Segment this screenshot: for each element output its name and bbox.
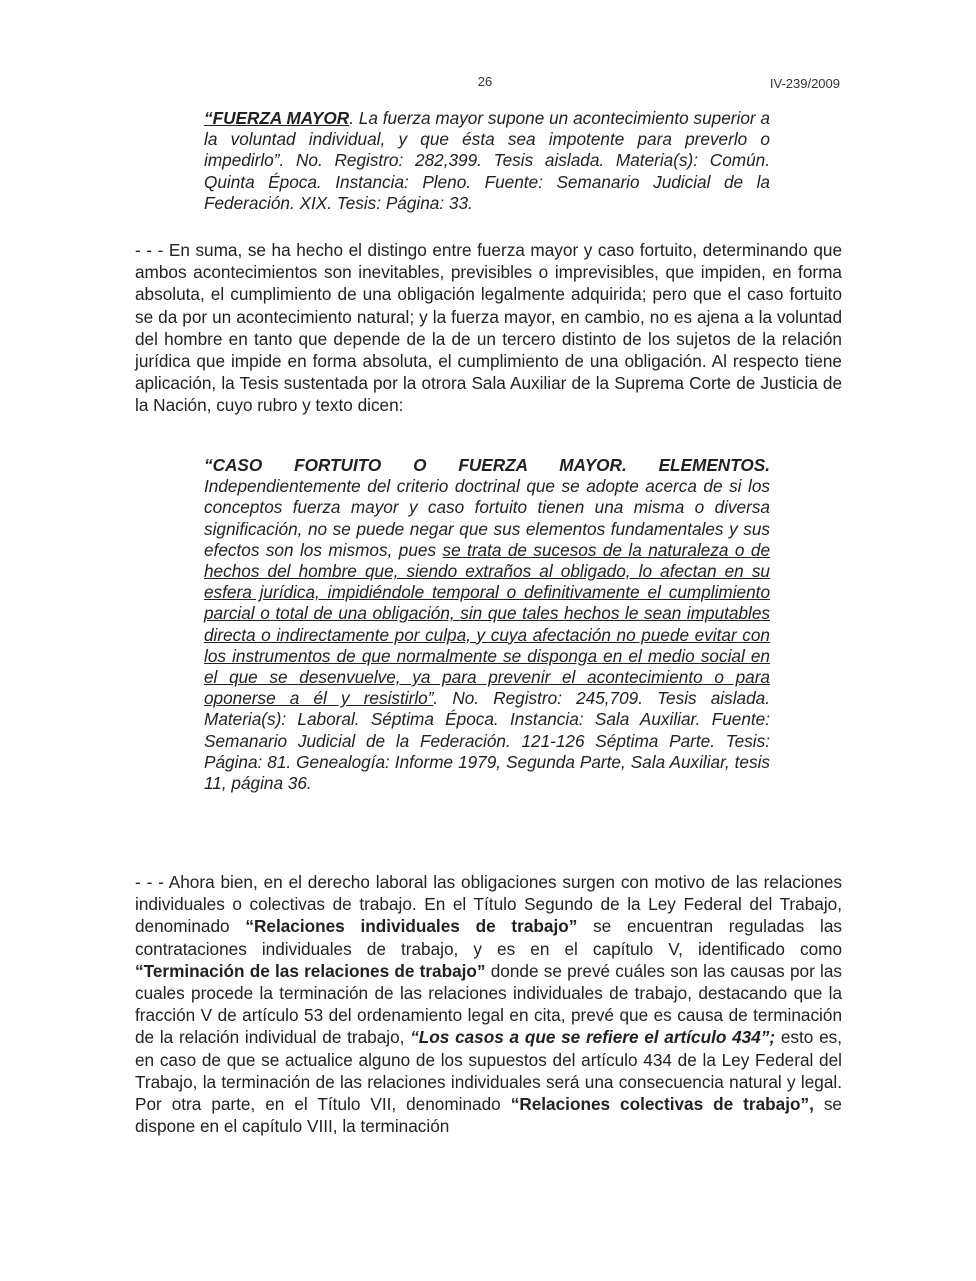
paragraph-derecho-laboral	[135, 871, 842, 1137]
quote-fuerza-mayor	[204, 108, 770, 214]
case-number: IV-239/2009	[769, 76, 840, 91]
text-run: se encuentran reguladas las contrataciones individuales de trabajo, y es en el capítulo V, identificado como	[135, 916, 842, 959]
text-run: esto es, en caso de que se actualice alguno de los supuestos del artículo 434 de la Ley Federal del Trabajo, la terminación de las relaciones individuales será una consecuencia natural y legal. Por otra parte, en el Título VII, denominado	[135, 1027, 843, 1115]
bold-run: “Terminación de las relaciones de trabajo”	[135, 960, 486, 981]
page-number: 26	[477, 74, 493, 89]
bold-run: “Relaciones individuales de trabajo”	[245, 916, 578, 937]
quote-underlined-text: se trata de sucesos de la naturaleza o de hechos del hombre que, siendo extraños al obligado, lo afectan en su esfera jurídica, impidiéndole temporal o definitivamente el cumplimiento parcial o total de una obligación, sin que tales hechos le sean imputables directa o indirectamente por culpa, y cuya afectación no puede evitar con los instrumentos de que normalmente se disponga en el medio social en el que se desenvuelve, ya para prevenir el acontecimiento o para oponerse a él y resistirlo”	[204, 539, 771, 709]
quote-text: Independientemente del criterio doctrinal que se adopte acerca de si los conceptos fuerza mayor y caso fortuito tienen una misma o diversa significación, no se puede negar que sus elementos fundamentales y sus efectos son los mismos, pues	[204, 476, 770, 560]
quote-title: “CASO FORTUITO O FUERZA MAYOR. ELEMENTOS.	[204, 455, 770, 475]
text-run: se dispone en el capítulo VIII, la terminación	[135, 1094, 842, 1137]
quote-caso-fortuito	[204, 455, 770, 794]
text-run: - - - Ahora bien, en el derecho laboral las obligaciones surgen con motivo de las relaciones individuales o colectivas de trabajo. En el Título Segundo de la Ley Federal del Trabajo, denominado	[135, 872, 842, 937]
quote-text: . La fuerza mayor supone un acontecimiento superior a la voluntad individual, y que ésta sea impotente para preverlo o impedirlo”. No. Registro: 282,399. Tesis aislada. Materia(s): Común. Quinta Época. Instancia: Pleno. Fuente: Semanario Judicial de la Federación. XIX. Tesis: Página: 33.	[204, 108, 770, 213]
bold-run: “Relaciones colectivas de trabajo”,	[510, 1094, 814, 1115]
text-run: donde se prevé cuáles son las causas por las cuales procede la terminación de las relaciones individuales de trabajo, destacando que la fracción V de artículo 53 del ordenamiento legal en cita, prevé que es causa de terminación de la relación individual de trabajo,	[135, 960, 842, 1048]
quote-text: . No. Registro: 245,709. Tesis aislada. Materia(s): Laboral. Séptima Época. Instancia: Sala Auxiliar. Fuente: Semanario Judicial de la Federación. 121-126 Séptima Parte. Tesis: Página: 81. Genealogía: Informe 1979, Segunda Parte, Sala Auxiliar, tesis 11, página 36.	[204, 688, 770, 794]
quote-title: “FUERZA MAYOR	[204, 108, 350, 128]
paragraph-distingo: - - - En suma, se ha hecho el distingo entre fuerza mayor y caso fortuito, determinando que ambos acontecimientos son inevitables, previsibles o imprevisibles, que impiden, en forma absoluta, el cumplimiento de una obligación legalmente adquirida; pero que el caso fortuito se da por un acontecimiento natural; y la fuerza mayor, en cambio, no es ajena a la voluntad del hombre en tanto que depende de la de un tercero distinto de los sujetos de la relación jurídica que impide en forma absoluta, el cumplimiento de una obligación. Al respecto tiene aplicación, la Tesis sustentada por la otrora Sala Auxiliar de la Suprema Corte de Justicia de la Nación, cuyo rubro y texto dicen:	[135, 240, 842, 416]
bold-italic-run: “Los casos a que se refiere el artículo 434”;	[410, 1027, 776, 1048]
